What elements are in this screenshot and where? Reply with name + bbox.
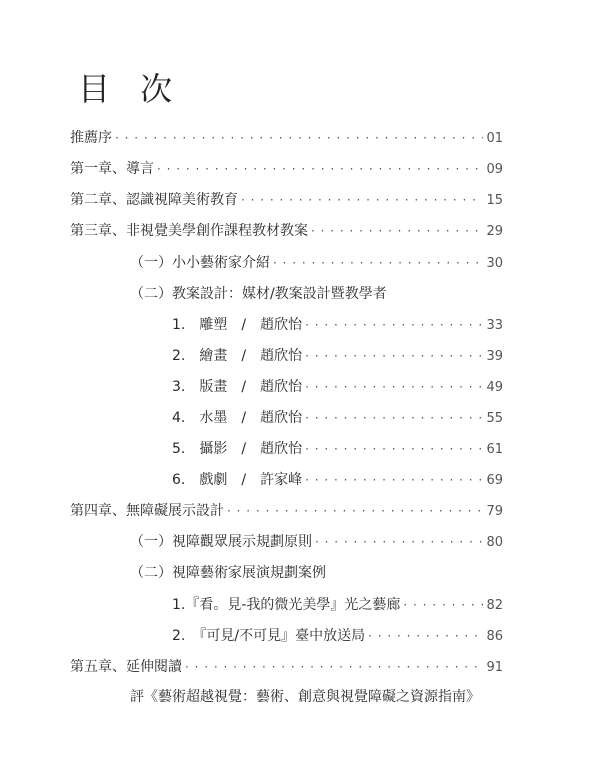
toc-entry-label: （一）小小藝術家介紹: [130, 255, 270, 271]
toc-entry-label: 1.『看。見-我的微光美學』光之藝廊: [172, 597, 401, 613]
toc-page-number: 86: [486, 629, 503, 644]
toc-entry: [70, 190, 503, 210]
toc-entry: [172, 470, 503, 490]
toc-entry: [70, 159, 503, 179]
toc-page-number: 80: [486, 535, 503, 550]
toc-entry: [172, 346, 503, 366]
toc-entry: [172, 315, 503, 335]
toc-entry: [172, 408, 503, 428]
toc-entry: [130, 532, 503, 552]
toc-page-number: 82: [486, 598, 503, 613]
toc-entry: [70, 501, 503, 521]
toc-page-number: 55: [486, 411, 503, 426]
toc-entry-label: 第二章、認識視障美術教育: [70, 192, 238, 208]
leader-dots: [227, 501, 483, 521]
toc-entry: [130, 253, 503, 273]
toc-page-number: 39: [486, 349, 503, 364]
leader-dots: [305, 470, 483, 490]
leader-dots: [311, 221, 483, 241]
page-title: 目 次: [78, 70, 183, 108]
toc-entry: [130, 563, 503, 583]
leader-dots: [185, 657, 483, 677]
toc-entry: [70, 221, 503, 241]
toc-entry: [172, 626, 503, 646]
leader-dots: [305, 408, 483, 428]
toc-page-number: 61: [486, 442, 503, 457]
leader-dots: [315, 532, 483, 552]
toc-entry-label: 2. 繪畫 / 趙欣怡: [172, 348, 303, 364]
toc-entry: [172, 595, 503, 615]
leader-dots: [157, 159, 483, 179]
toc-entry: [130, 284, 503, 304]
toc-entry-label: 2. 『可見/不可見』臺中放送局: [172, 628, 366, 644]
toc-entry-label: 第五章、延伸閱讀: [70, 659, 182, 675]
toc-entry-label: （二）視障藝術家展演規劃案例: [130, 565, 326, 581]
toc-page-number: 69: [486, 473, 503, 488]
toc-page-number: 33: [486, 318, 503, 333]
leader-dots: [115, 128, 483, 148]
leader-dots: [368, 626, 483, 646]
toc-page-number: 29: [486, 224, 503, 239]
toc-entry: [70, 657, 503, 677]
leader-dots: [305, 346, 483, 366]
toc-entry-label: 3. 版畫 / 趙欣怡: [172, 379, 303, 395]
toc-entry: [172, 439, 503, 459]
toc-page-number: 09: [486, 162, 503, 177]
leader-dots: [273, 253, 483, 273]
toc-page-number: 15: [486, 193, 503, 208]
toc-page-number: 49: [486, 380, 503, 395]
toc-entry-label: 5. 攝影 / 趙欣怡: [172, 441, 303, 457]
toc-entry-label: 評《藝術超越視覺：藝術、創意與視覺障礙之資源指南》: [130, 689, 480, 705]
leader-dots: [403, 595, 483, 615]
leader-dots: [305, 439, 483, 459]
toc-page-number: 91: [486, 660, 503, 675]
toc-entry: [70, 128, 503, 148]
leader-dots: [241, 190, 483, 210]
toc-entry-label: 第三章、非視覺美學創作課程教材教案: [70, 223, 308, 239]
toc-entry: [172, 377, 503, 397]
toc-entry-label: （一）視障觀眾展示規劃原則: [130, 534, 312, 550]
toc-page-number: 01: [486, 131, 503, 146]
toc-entry-label: 1. 雕塑 / 趙欣怡: [172, 317, 303, 333]
toc-entry-label: 第四章、無障礙展示設計: [70, 503, 224, 519]
toc-entry-label: 第一章、導言: [70, 161, 154, 177]
toc-entry: [130, 687, 520, 707]
toc-entry-label: （二）教案設計：媒材/教案設計暨教學者: [130, 286, 387, 302]
leader-dots: [305, 315, 483, 335]
toc-entry-label: 推薦序: [70, 130, 112, 146]
leader-dots: [305, 377, 483, 397]
toc-entry-label: 6. 戲劇 / 許家峰: [172, 472, 303, 488]
toc-entry-label: 4. 水墨 / 趙欣怡: [172, 410, 303, 426]
toc-page-number: 79: [486, 504, 503, 519]
toc-page-number: 30: [486, 256, 503, 271]
